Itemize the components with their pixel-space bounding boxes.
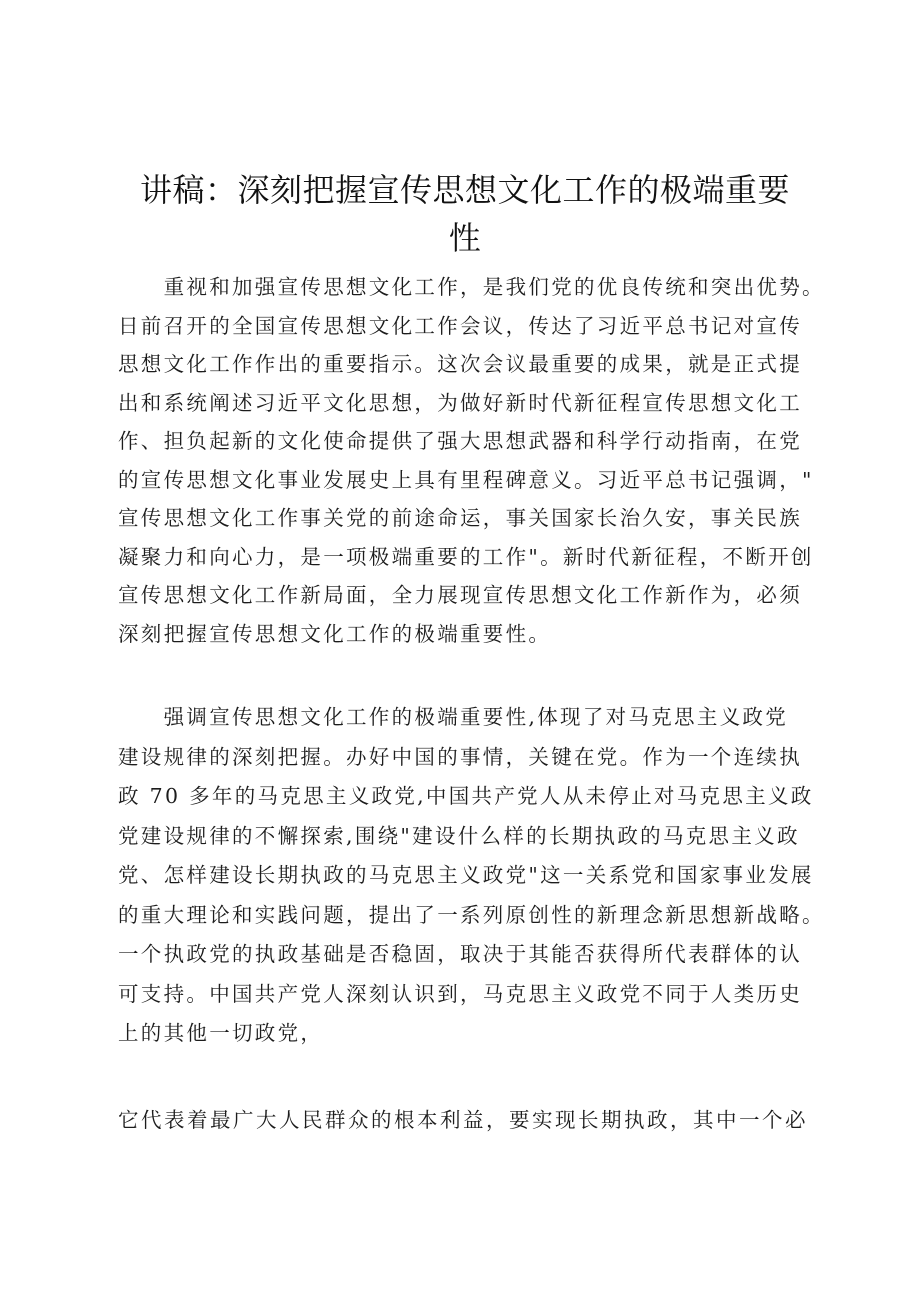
paragraph-line: 上的其他一切政党， — [118, 1021, 324, 1045]
paragraph-2 — [118, 698, 828, 1054]
paragraph-line: 强调宣传思想文化工作的极端重要性,体现了对马克思主义政党 — [118, 705, 789, 729]
paragraph-line: 一个执政党的执政基础是否稳固，取决于其能否获得所代表群体的认 — [118, 942, 802, 966]
paragraph-line: 的重大理论和实践问题，提出了一系列原创性的新理念新思想新战略。 — [118, 902, 825, 927]
paragraph-line: 宣传思想文化工作事关党的前途命运，事关国家长治久安，事关民族 — [118, 506, 802, 530]
paragraph-1 — [118, 268, 828, 653]
paragraph-line: 日前召开的全国宣传思想文化工作会议，传达了习近平总书记对宣传 — [118, 313, 802, 338]
title-line-1: 讲稿：深刻把握宣传思想文化工作的极端重要 — [140, 171, 791, 209]
paragraph-line: 宣传思想文化工作新局面，全力展现宣传思想文化工作新作为，必须 — [118, 583, 802, 607]
paragraph-line: 的宣传思想文化事业发展史上具有里程碑意义。习近平总书记强调，" — [118, 467, 814, 492]
paragraph-line: 深刻把握宣传思想文化工作的极端重要性。 — [118, 621, 552, 646]
paragraph-line: 出和系统阐述习近平文化思想，为做好新时代新征程宣传思想文化工 — [118, 390, 802, 415]
paragraph-line: 思想文化工作作出的重要指示。这次会议最重要的成果，就是正式提 — [118, 352, 802, 376]
title-line-2: 性 — [448, 219, 482, 257]
paragraph-line: 党建设规律的不懈探索,围绕"建设什么样的长期执政的马克思主义政 — [118, 823, 800, 848]
paragraph-line: 可支持。中国共产党人深刻认识到，马克思主义政党不同于人类历史 — [118, 981, 802, 1006]
paragraph-3 — [118, 1101, 828, 1140]
paragraph-line: 它代表着最广大人民群众的根本利益，要实现长期执政，其中一个必 — [118, 1108, 808, 1132]
paragraph-line: 党、怎样建设长期执政的马克思主义政党"这一关系党和国家事业发展 — [118, 863, 814, 887]
paragraph-line: 凝聚力和向心力，是一项极端重要的工作"。新时代新征程，不断开创 — [118, 544, 814, 569]
paragraph-line: 作、担负起新的文化使命提供了强大思想武器和科学行动指南，在党 — [118, 429, 802, 453]
paragraph-line: 建设规律的深刻把握。办好中国的事情，关键在党。作为一个连续执 — [118, 744, 802, 769]
paragraph-line: 重视和加强宣传思想文化工作，是我们党的优良传统和突出优势。 — [118, 275, 825, 299]
document-title — [140, 166, 790, 262]
paragraph-line: 政 70 多年的马克思主义政党,中国共产党人从未停止对马克思主义政 — [118, 784, 814, 808]
